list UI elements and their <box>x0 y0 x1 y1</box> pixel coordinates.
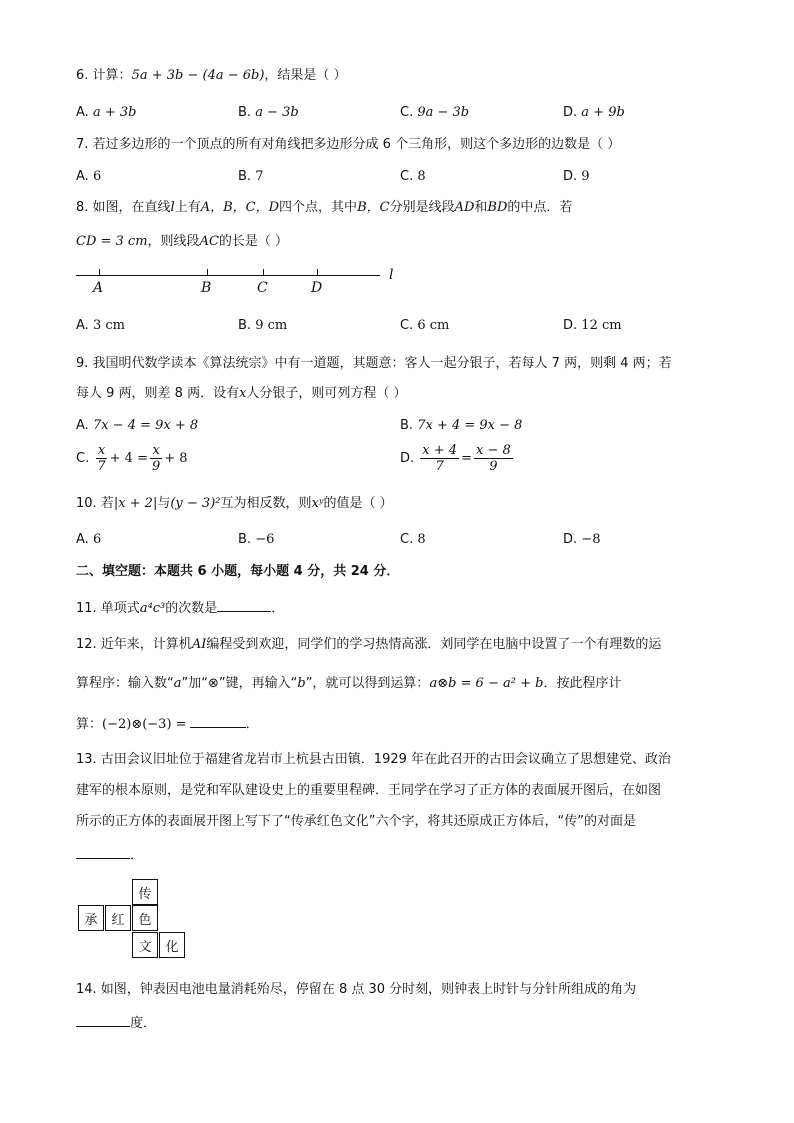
section-2-heading: 二、填空题：本题共 6 小题，每小题 4 分，共 24 分． <box>76 564 400 579</box>
question-9-line-2: 每人 9 两，则差 8 两．设有x人分银子，则可列方程（ ） <box>76 386 407 401</box>
q14-answer-blank[interactable] <box>76 1012 130 1027</box>
question-14-line-1: 14. 如图，钟表因电池电量消耗殆尽，停留在 8 点 30 分时刻，则钟表上时针与分针所组成的角为 <box>76 982 637 997</box>
q10-option-c: C. 8 <box>400 532 426 547</box>
q7-option-a: A. 6 <box>76 169 102 184</box>
q6-option-b: B. a − 3b <box>238 105 299 120</box>
q8-option-d: D. 12 cm <box>563 318 622 333</box>
q12-answer-blank[interactable] <box>190 713 246 728</box>
tick-d <box>317 269 318 276</box>
question-12-line-1: 12. 近年来，计算机AI编程受到欢迎，同学们的学习热情高涨．刘同学在电脑中设置了一个有理数的运 <box>76 637 662 652</box>
tick-b <box>207 269 208 276</box>
q6-expression: 5a + 3b − (4a − 6b) <box>131 68 265 83</box>
q9-option-a: A. 7x − 4 = 9x + 8 <box>76 418 199 433</box>
question-13-line-3: 所示的正方体的表面展开图上写下了“传承红色文化”六个字，将其还原成正方体后，“传”的对面是 <box>76 814 636 829</box>
question-14-line-2: 度． <box>76 1012 156 1033</box>
q7-option-d: D. 9 <box>563 169 590 184</box>
net-cell-wen: 文 <box>132 932 158 958</box>
net-cell-se: 色 <box>132 905 158 931</box>
net-cell-hua: 化 <box>159 932 185 958</box>
tick-a <box>99 269 100 276</box>
question-10: 10. 若|x + 2|与(y − 3)²互为相反数，则xʸ的值是（ ） <box>76 496 393 511</box>
q8-option-a: A. 3 cm <box>76 318 125 333</box>
q13-answer-blank[interactable] <box>76 844 130 859</box>
question-13-line-2: 建军的根本原则，是党和军队建设史上的重要里程碑．王同学在学习了正方体的表面展开图后，在如图 <box>76 783 662 798</box>
question-11: 11. 单项式a⁴c³的次数是 ． <box>76 597 284 618</box>
question-9-line-1: 9. 我国明代数学读本《算法统宗》中有一道题，其题意：客人一起分银子，若每人 7 两，则剩 4 两；若 <box>76 356 672 371</box>
question-13-line-4: ． <box>76 844 143 865</box>
question-6: 6. 计算：5a + 3b − (4a − 6b)，结果是（ ） <box>76 68 347 83</box>
q7-option-b: B. 7 <box>238 169 264 184</box>
question-8-line-1: 8. 如图，在直线l上有A，B，C，D四个点，其中B，C分别是线段AD和BD的中点．若 <box>76 200 573 215</box>
label-b: B <box>201 280 212 296</box>
q10-option-d: D. −8 <box>563 532 601 547</box>
question-13-line-1: 13. 古田会议旧址位于福建省龙岩市上杭县古田镇．1929 年在此召开的古田会议确立了思想建党、政治 <box>76 752 672 767</box>
net-cell-cheng: 承 <box>78 905 104 931</box>
q6-option-c: C. 9a − 3b <box>400 105 470 120</box>
q9-option-b: B. 7x + 4 = 9x − 8 <box>400 418 523 433</box>
cube-net-figure <box>78 879 188 961</box>
q6-option-d: D. a + 9b <box>563 105 625 120</box>
net-cell-chuan: 传 <box>132 879 158 905</box>
question-12-line-3: 算：(−2)⊗(−3) = ． <box>76 713 259 734</box>
q8-option-b: B. 9 cm <box>238 318 288 333</box>
tick-c <box>263 269 264 276</box>
q11-answer-blank[interactable] <box>217 597 271 612</box>
q9-option-c: C. $\frac{x}{7}$ + 4 = $\frac{x}{9}$ + 8 <box>76 443 188 474</box>
label-d: D <box>311 280 323 296</box>
question-12-line-2: 算程序：输入数“a”加“⊗”键，再输入“b”，就可以得到运算：a⊗b = 6 − a² + b．按此程序计 <box>76 676 622 691</box>
line-l <box>76 275 380 276</box>
q10-option-a: A. 6 <box>76 532 102 547</box>
q10-option-b: B. −6 <box>238 532 275 547</box>
q6-option-a: A. a + 3b <box>76 105 137 120</box>
q8-number-line-figure <box>76 266 406 302</box>
q8-option-c: C. 6 cm <box>400 318 450 333</box>
question-7: 7. 若过多边形的一个顶点的所有对角线把多边形分成 6 个三角形，则这个多边形的边数是（ ） <box>76 137 621 152</box>
q9-option-d: D. $\frac{x + 4}{7}$ = $\frac{x - 8}{9}$ <box>400 443 511 474</box>
net-cell-hong: 红 <box>105 905 131 931</box>
label-c: C <box>257 280 268 296</box>
question-8-line-2: CD = 3 cm，则线段AC的长是（ ） <box>76 234 289 249</box>
q7-option-c: C. 8 <box>400 169 426 184</box>
label-l: l <box>389 267 394 283</box>
label-a: A <box>93 280 104 296</box>
